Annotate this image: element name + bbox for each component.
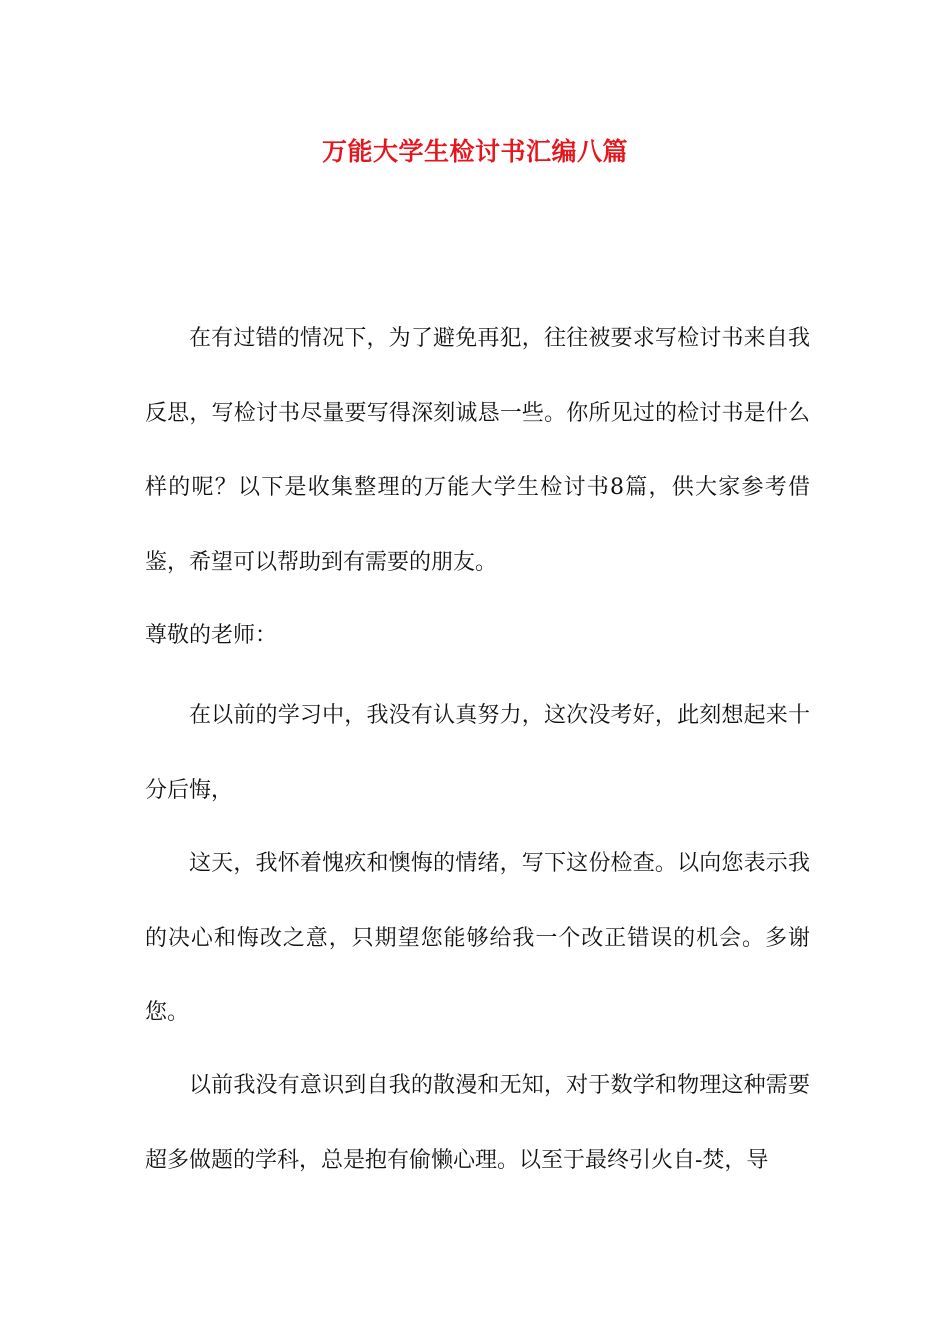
body-paragraph: 以前我没有意识到自我的散漫和无知，对于数学和物理这种需要超多做题的学科，总是抱有偷懒心理。以至于最终引火自-焚，导 bbox=[145, 1073, 810, 1173]
intro-paragraph: 在有过错的情况下，为了避免再犯，往往被要求写检讨书来自我反思，写检讨书尽量要写得深刻诚恳一些。你所见过的检讨书是什么样的呢？以下是收集整理的万能大学生检讨书8篇，供大家参考借鉴，希望可以帮助到有需要的朋友。 bbox=[145, 326, 810, 575]
body-paragraph: 这天，我怀着愧疚和懊悔的情绪，写下这份检查。以向您表示我的决心和悔改之意，只期望您能够给我一个改正错误的机会。多谢您。 bbox=[145, 851, 810, 1025]
salutation: 尊敬的老师： bbox=[145, 623, 278, 648]
document-title: 万能大学生检讨书汇编八篇 bbox=[321, 137, 628, 166]
body-paragraph: 在以前的学习中，我没有认真努力，这次没考好，此刻想起来十分后悔， bbox=[145, 703, 810, 803]
